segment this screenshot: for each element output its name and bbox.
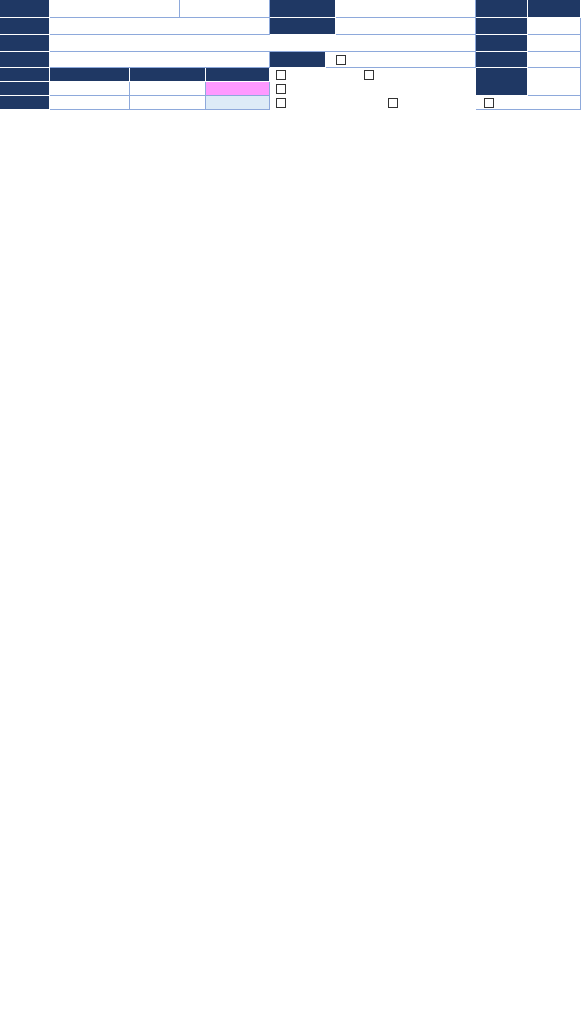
header-panel	[0, 0, 581, 110]
purpose-recovery[interactable]	[484, 98, 497, 108]
strength-label	[270, 18, 336, 35]
checkbox-icon[interactable]	[276, 70, 286, 80]
date-label	[0, 0, 50, 18]
temp-label	[476, 18, 528, 35]
weather-label	[270, 0, 336, 18]
start-label	[476, 0, 528, 18]
checkbox-icon[interactable]	[276, 98, 286, 108]
temp-value	[528, 18, 581, 35]
purpose-relax[interactable]	[388, 98, 401, 108]
month-actual	[130, 96, 206, 110]
menu-value	[50, 35, 476, 52]
weather-value	[336, 0, 476, 18]
wind-label	[476, 68, 528, 96]
humidity-label	[476, 35, 528, 52]
rate-label	[206, 68, 270, 82]
place-label	[0, 18, 50, 35]
wind-speed	[528, 82, 581, 96]
month-label	[0, 96, 50, 110]
checkbox-icon[interactable]	[276, 84, 286, 94]
actual-label	[130, 68, 206, 82]
checkbox-icon[interactable]	[388, 98, 398, 108]
feel-value	[528, 52, 581, 68]
wind-direction	[528, 68, 581, 82]
purpose-form[interactable]	[336, 55, 349, 65]
month-rate	[206, 96, 270, 110]
target-label	[50, 68, 130, 82]
strength-stars	[336, 18, 476, 35]
month-target	[50, 96, 130, 110]
purpose-leg[interactable]	[364, 70, 377, 80]
time-value	[180, 0, 270, 18]
gear-value	[50, 52, 270, 68]
checkbox-icon[interactable]	[336, 55, 346, 65]
blank-label	[0, 68, 50, 82]
purpose-speed[interactable]	[276, 70, 289, 80]
humidity-value	[528, 35, 581, 52]
date-value	[50, 0, 180, 18]
place-value	[50, 18, 270, 35]
menu-label	[0, 35, 50, 52]
purpose-economy[interactable]	[276, 98, 289, 108]
checkbox-icon[interactable]	[484, 98, 494, 108]
week-label	[0, 82, 50, 96]
week-target	[50, 82, 130, 96]
purpose-label	[270, 52, 326, 68]
checkbox-icon[interactable]	[364, 70, 374, 80]
gear-label	[0, 52, 50, 68]
purpose-cardio[interactable]	[276, 84, 289, 94]
week-actual	[130, 82, 206, 96]
finish-label	[528, 0, 581, 18]
feel-label	[476, 52, 528, 68]
week-rate	[206, 82, 270, 96]
